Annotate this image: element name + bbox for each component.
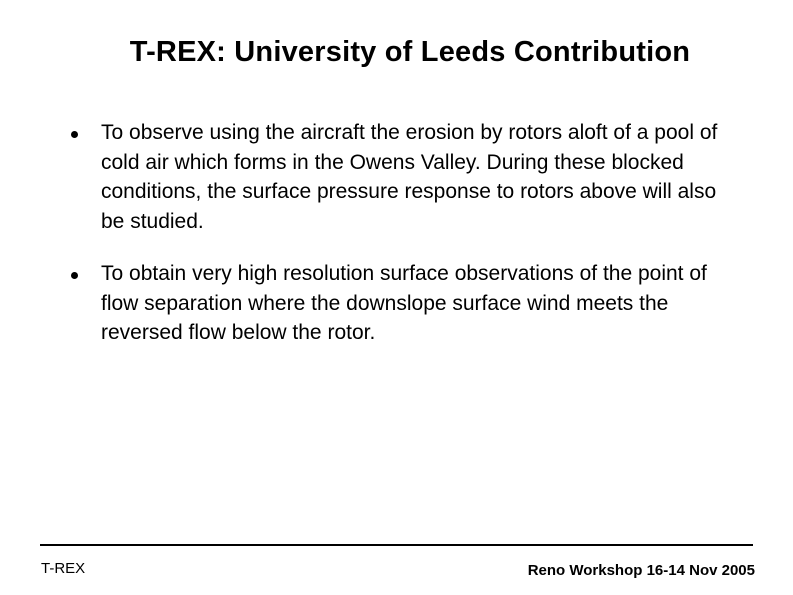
footer-left-label: T-REX [41,560,86,577]
bullet-dot-icon [71,131,78,138]
bullet-dot-icon [71,272,78,279]
bullet-item [0,118,741,236]
footer-divider [40,544,753,546]
bullet-item [0,259,741,348]
bullet-text: To obtain very high resolution surface observations of the point of flow separation where the downslope surface wind meets the reversed flow below the rotor. [101,262,707,344]
slide-title: T-REX: University of Leeds Contribution [129,36,691,68]
bullet-list [0,118,793,371]
bullet-text: To observe using the aircraft the erosion by rotors aloft of a pool of cold air which forms in the Owens Valley. During these blocked conditions, the surface pressure response to rotors above will also be studied. [101,121,718,233]
footer-right-label: Reno Workshop 16-14 Nov 2005 [527,562,755,579]
